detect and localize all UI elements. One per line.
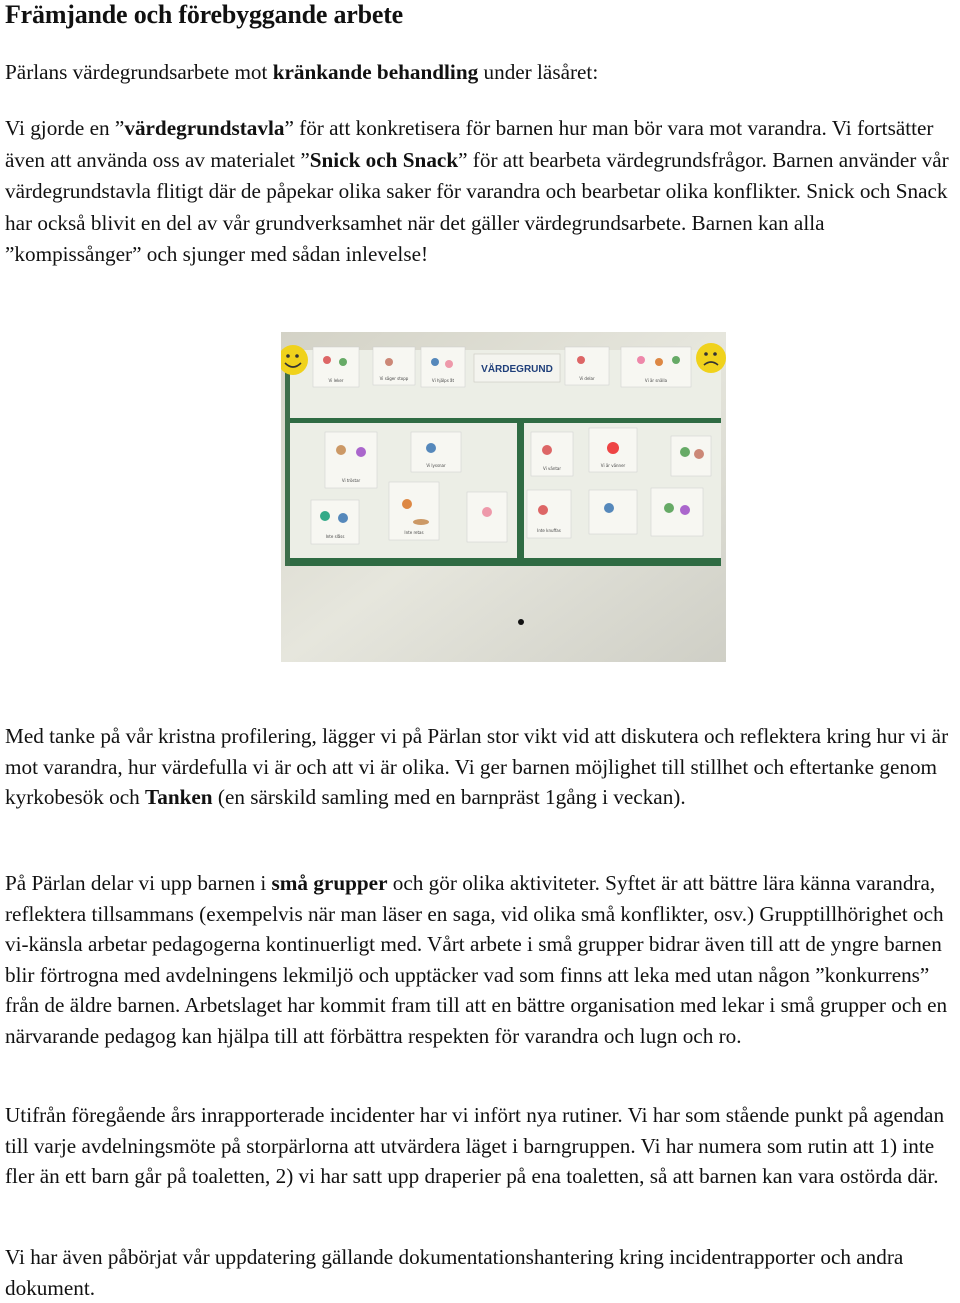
bold-text: värdegrundstavla (124, 116, 285, 140)
child-figure (413, 519, 429, 525)
child-figure (604, 503, 614, 513)
paragraph-vardegrundstavla (5, 113, 955, 271)
child-figure (323, 356, 331, 364)
card-caption: Vi är vänner (600, 463, 626, 468)
rail-bottom (289, 558, 721, 566)
child-figure (338, 513, 348, 523)
child-figure (655, 358, 663, 366)
card-caption: Vi delar (579, 376, 595, 381)
child-figure (320, 511, 330, 521)
card-caption: Inte slåss (325, 534, 345, 539)
paragraph-sma-grupper (5, 868, 955, 1051)
child-figure (356, 447, 366, 457)
picture-card (589, 490, 637, 534)
child-figure (385, 358, 393, 366)
board-title: VÄRDEGRUND (481, 364, 553, 375)
child-figure (694, 449, 704, 459)
child-figure (336, 445, 346, 455)
paragraph-dokumentation: Vi har även påbörjat vår uppdatering gällande dokumentationshantering kring incidentrapporter och andra dokument. (5, 1245, 904, 1300)
child-figure (402, 499, 412, 509)
board-title-card (474, 354, 560, 382)
bold-text: Snick och Snack (309, 147, 459, 172)
card-caption: Vi är snälla (644, 378, 668, 383)
bold-text: kränkande behandling (272, 60, 479, 84)
child-figure (680, 447, 690, 457)
rail-left (285, 352, 290, 566)
bold-text: Tanken (145, 785, 213, 809)
rail-divider (517, 418, 524, 566)
child-figure (431, 358, 439, 366)
child-figure (542, 445, 552, 455)
card-caption: Vi hjälps åt (431, 378, 455, 383)
picture-card (651, 488, 703, 536)
text: På Pärlan delar vi upp barnen i (5, 871, 272, 895)
rail-top (289, 418, 721, 423)
child-figure (637, 356, 645, 364)
card-caption: Vi lyssnar (426, 463, 446, 468)
wall-hole (518, 619, 524, 625)
sad-smiley-icon (696, 343, 726, 373)
text: under läsåret: (478, 60, 599, 84)
child-figure (538, 505, 548, 515)
intro-paragraph (5, 57, 955, 89)
bold-text: små grupper (271, 871, 388, 895)
child-figure (445, 360, 453, 368)
card-caption: Vi tröstar (341, 478, 361, 483)
card-caption: Vi säger stopp (379, 376, 409, 381)
text: Pärlans värdegrundsarbete mot (5, 60, 273, 84)
child-figure (482, 507, 492, 517)
text: (en särskild samling med en barnpräst 1gång i veckan). (212, 785, 686, 809)
child-figure (577, 356, 585, 364)
text: ” för att bearbeta värdegrundsfrågor. Barnen använder vår värdegrundstavla flitigt där de påpekar olika saker för varandra och bearbetar olika konflikter. Snick och Snack har också blivit en del av vår grundverksamhet när det gäller värdegrundsarbete. Barnen kan alla ”kompissånger” och sjunger med sådan inlevelse! (5, 147, 949, 267)
page-title: Främjande och förebyggande arbete (5, 0, 404, 29)
text: ” för att konkretisera för barnen hur man bör vara mot varandra. Vi fortsätter även att använda oss av materialet ” (5, 116, 934, 172)
text: Med tanke på vår kristna profilering, lägger vi på Pärlan stor vikt vid att diskutera och reflektera kring hur vi är mot varandra, hur värdefulla vi är och att vi är olika. Vi ger barnen möjlighet till stillhet och eftertanke genom kyrkobesök och (5, 724, 949, 809)
child-figure (426, 443, 436, 453)
text: Vi gjorde en ” (5, 116, 125, 140)
card-caption: Vi leker (328, 378, 344, 383)
card-caption: Inte retas (404, 530, 424, 535)
picture-card (671, 436, 711, 476)
child-figure (680, 505, 690, 515)
text: och gör olika aktiviteter. Syftet är att bättre lära känna varandra, reflektera tillsammans (exempelvis när man läser en saga, vid olika små konflikter, osv.) Grupptillhörighet och vi-känsla arbetar pedagogerna kontinuerligt med. Vårt arbete i små grupper bidrar även till att de yngre barnen blir förtrogna med avdelningens lekmiljö och upptäcker vad som finns att leka med utan någon ”konkurrens” från de äldre barnen. Arbetslaget har kommit fram till att en bättre organisation med lekar i små grupper och en närvarande pedagog kan hjälpa till att förbättra respekten för varandra och lugn och ro. (5, 871, 948, 1048)
paragraph-kristna-profilering (5, 721, 955, 813)
child-figure (607, 442, 619, 454)
card-caption: Vi väntar (542, 466, 562, 471)
vardegrund-board-photo (281, 332, 726, 662)
card-caption: Inte knuffas (537, 528, 561, 533)
paragraph-rutiner: Utifrån föregående års inrapporterade incidenter har vi infört nya rutiner. Vi har som stående punkt på agendan till varje avdelningsmöte på storpärlorna att utvärdera läget i barngruppen. Vi har numera som rutin att 1) inte fler än ett barn går på toaletten, 2) vi har satt upp draperier på ena toaletten, så att barnen kan vara ostörda där. (5, 1103, 945, 1188)
child-figure (672, 356, 680, 364)
child-figure (339, 358, 347, 366)
child-figure (664, 503, 674, 513)
